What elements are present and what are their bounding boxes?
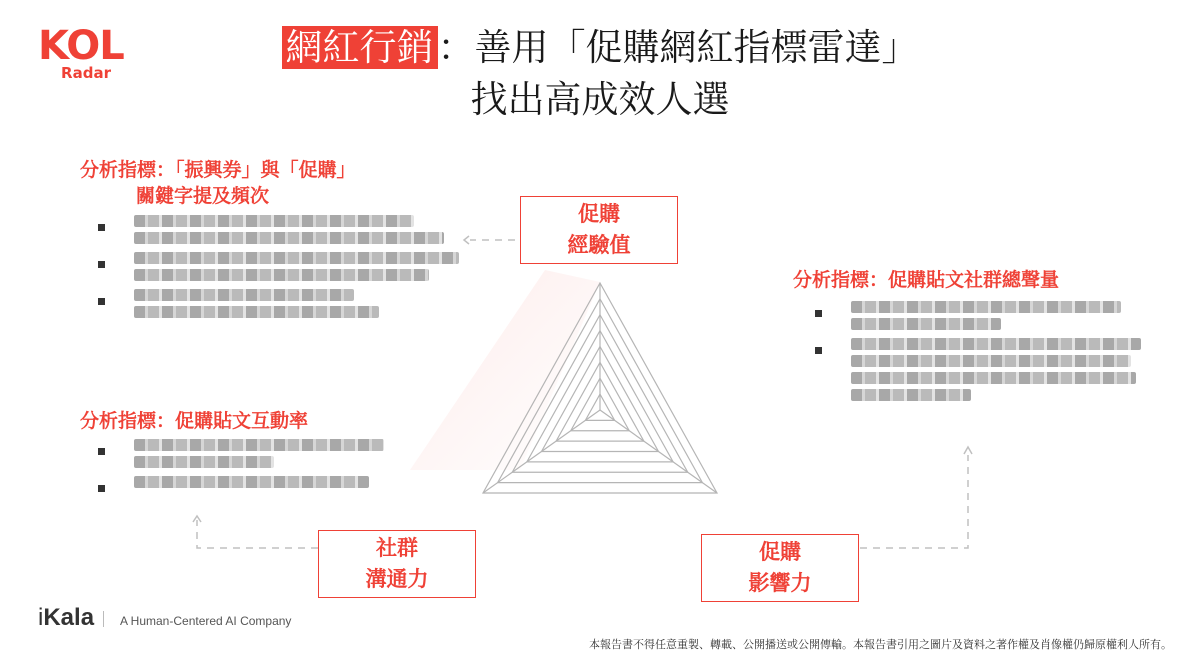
ikala-logo: iKala xyxy=(38,604,95,631)
social-box-line1: 社群 xyxy=(376,536,418,560)
title-highlight: 網紅行銷 xyxy=(282,26,438,69)
bottom-left-bullets xyxy=(98,434,398,496)
list-item xyxy=(98,439,398,468)
mid-right-heading: 分析指標：促購貼文社群總聲量 xyxy=(793,269,1060,291)
bottom-left-heading: 分析指標：促購貼文互動率 xyxy=(80,410,309,432)
list-item xyxy=(815,338,1145,401)
footer-tagline: A Human-Centered AI Company xyxy=(120,614,292,628)
social-box xyxy=(318,530,476,598)
influence-box xyxy=(701,534,859,602)
list-item xyxy=(98,476,398,488)
influence-box-line1: 促購 xyxy=(759,540,801,564)
experience-box xyxy=(520,196,678,264)
top-left-bullets xyxy=(98,210,468,326)
list-item xyxy=(815,301,1145,330)
list-item xyxy=(98,289,468,318)
title-line2: 找出高成效人選 xyxy=(470,78,730,121)
copyright-disclaimer: 本報告書不得任意重製、轉載、公開播送或公開傳輸。本報告書引用之圖片及資料之著作權及肖像權仍歸原權利人所有。 xyxy=(589,638,1172,651)
logo-radar-text: Radar xyxy=(61,64,111,82)
experience-box-line2: 經驗值 xyxy=(567,233,631,257)
footer-divider xyxy=(103,611,104,627)
experience-box-line1: 促購 xyxy=(578,202,620,226)
influence-box-line2: 影響力 xyxy=(748,571,812,595)
logo-kol-text: KOL xyxy=(38,23,124,69)
title-rest: ：善用「促購網紅指標雷達」 xyxy=(437,26,919,69)
list-item xyxy=(98,252,468,281)
top-left-heading xyxy=(80,157,356,209)
list-item xyxy=(98,215,468,244)
social-box-line2: 溝通力 xyxy=(365,567,429,591)
top-left-heading-line2: 關鍵字提及頻次 xyxy=(136,185,270,207)
top-left-heading-line1: 分析指標：「振興券」與「促購」 xyxy=(80,159,356,181)
mid-right-bullets xyxy=(815,296,1145,409)
